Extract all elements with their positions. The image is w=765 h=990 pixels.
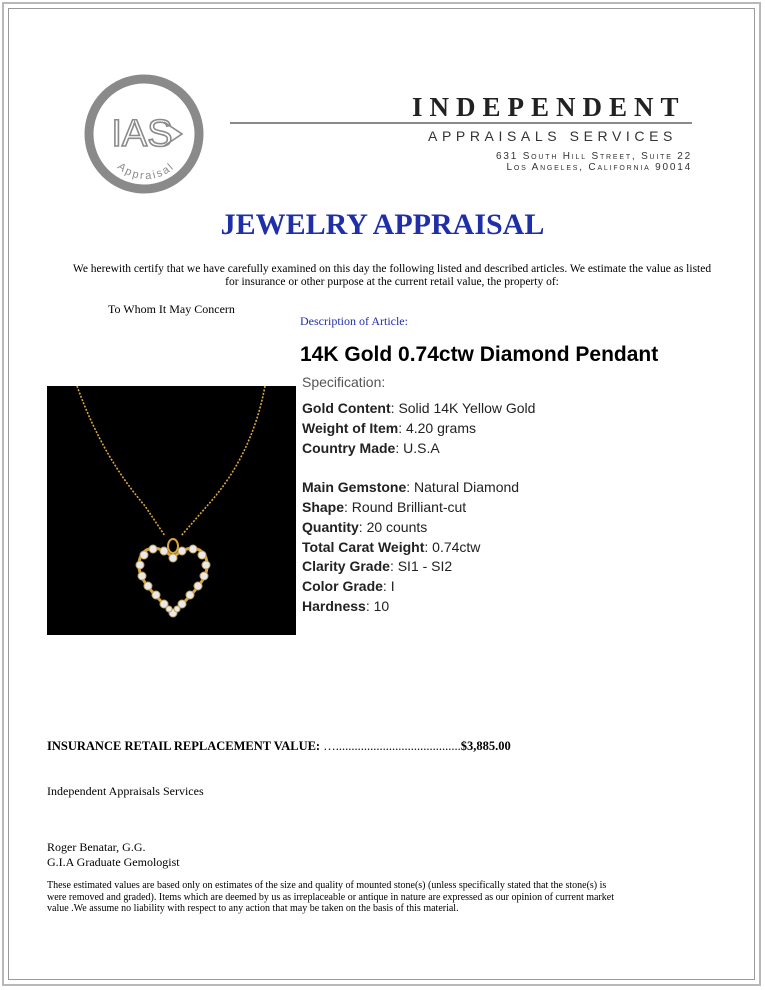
appraiser-title: G.I.A Graduate Gemologist [47,855,180,869]
pendant-image [47,386,296,635]
signing-company: Independent Appraisals Services [47,784,204,798]
spec-clarity: Clarity Grade: SI1 - SI2 [302,558,453,575]
value-dots: …........................................ [323,739,461,753]
logo-monogram: IAS [111,113,173,155]
document-title: JEWELRY APPRAISAL [220,208,545,241]
spec-quantity: Quantity: 20 counts [302,518,428,535]
value-amount: $3,885.00 [460,739,511,753]
replacement-value [47,739,511,754]
item-photo [47,386,296,635]
spec-spacer [302,458,535,478]
company-logo [82,72,206,196]
specification-list [302,399,535,617]
company-subtitle: APPRAISALS SERVICES [428,128,677,144]
spec-shape: Shape: Round Brilliant-cut [302,498,467,515]
logo-ring-text: Appraisal [115,160,178,183]
address-line-2: Los Angeles, California 90014 [506,162,692,173]
item-title: 14K Gold 0.74ctw Diamond Pendant [300,343,659,366]
description-label: Description of Article: [300,314,408,328]
header-divider [230,122,692,124]
spec-hardness: Hardness: 10 [302,597,390,614]
spec-weight: Weight of Item: 4.20 grams [302,419,477,436]
spec-total-carat: Total Carat Weight: 0.74ctw [302,538,481,555]
company-name: INDEPENDENT [412,92,686,122]
spec-country: Country Made: U.S.A [302,439,440,456]
spec-main-gemstone: Main Gemstone: Natural Diamond [302,479,520,496]
disclaimer: These estimated values are based only on estimates of the size and quality of mounted stone(s) (unless specifically stated that the stone(s) is were removed and graded). Items which are deemed by us as irreplaceable or antique in nature are expressed as our opinion of current market value .We assume no liability with respect to any action that may be taken on the basis of this material. [47,880,614,914]
spec-gold-content: Gold Content: Solid 14K Yellow Gold [302,400,536,416]
address-line-1: 631 South Hill Street, Suite 22 [496,151,692,162]
spec-color: Color Grade: I [302,578,395,595]
specification-label: Specification: [302,374,386,390]
recipient: To Whom It May Concern [108,302,235,316]
appraiser-name: Roger Benatar, G.G. [47,840,146,854]
certification-statement: We herewith certify that we have carefully examined on this day the following listed and described articles. We estimate the value as listed for insurance or other purpose at the current retail value, the property of: [72,263,712,288]
value-label: INSURANCE RETAIL REPLACEMENT VALUE: [47,739,321,753]
